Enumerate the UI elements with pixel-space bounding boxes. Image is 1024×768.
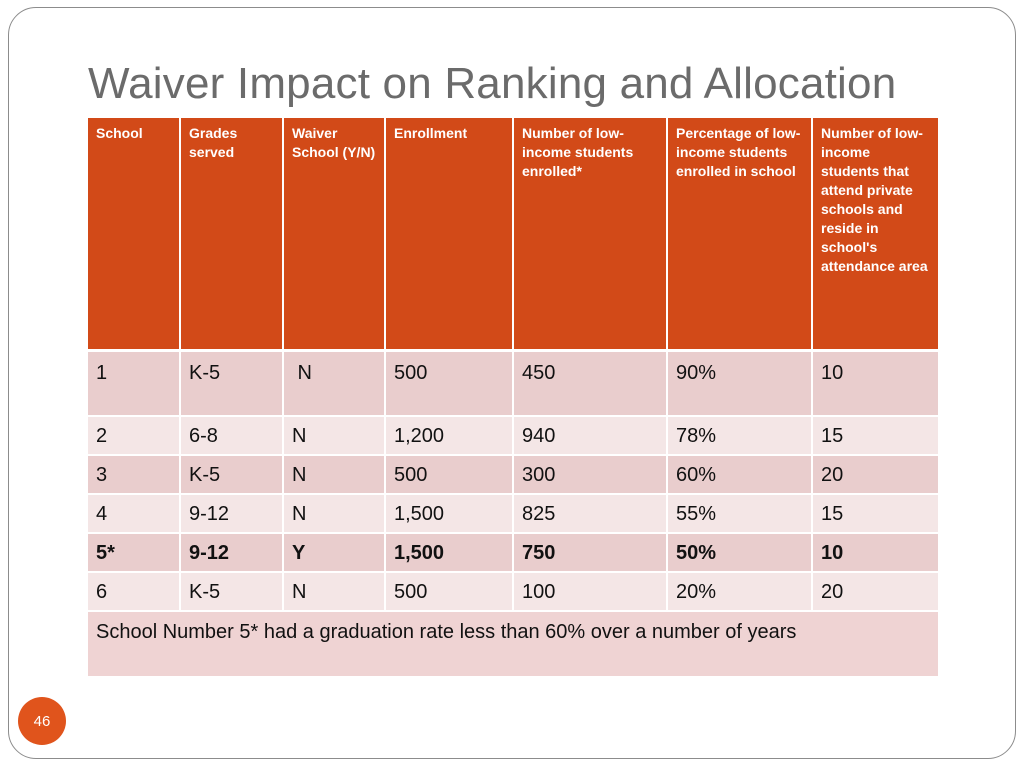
footnote-text: School Number 5* had a graduation rate less than 60% over a number of years [87, 611, 939, 677]
header-low-income-enrolled: Number of low-income students enrolled* [513, 118, 667, 350]
cell-waiver: N [283, 572, 385, 611]
table-row [87, 494, 939, 533]
cell-waiver: N [283, 416, 385, 455]
header-row [87, 118, 939, 350]
cell-school: 2 [87, 416, 180, 455]
cell-low-income-percent: 20% [667, 572, 812, 611]
cell-school: 6 [87, 572, 180, 611]
cell-grades: 9-12 [180, 494, 283, 533]
cell-low-income-count: 940 [513, 416, 667, 455]
cell-grades: 9-12 [180, 533, 283, 572]
cell-enrollment: 1,500 [385, 533, 513, 572]
cell-enrollment: 1,200 [385, 416, 513, 455]
cell-school: 4 [87, 494, 180, 533]
cell-waiver: Y [283, 533, 385, 572]
cell-private-count: 15 [812, 494, 939, 533]
table-row [87, 416, 939, 455]
slide-number-badge [18, 697, 66, 745]
cell-low-income-count: 450 [513, 350, 667, 416]
cell-private-count: 20 [812, 572, 939, 611]
cell-private-count: 10 [812, 533, 939, 572]
cell-private-count: 10 [812, 350, 939, 416]
cell-school: 1 [87, 350, 180, 416]
cell-grades: K-5 [180, 572, 283, 611]
cell-grades: K-5 [180, 455, 283, 494]
slide-title: Waiver Impact on Ranking and Allocation [88, 59, 897, 108]
footnote-row [87, 611, 939, 677]
header-grades-served: Grades served [180, 118, 283, 350]
cell-private-count: 20 [812, 455, 939, 494]
cell-low-income-count: 750 [513, 533, 667, 572]
slide-number: 46 [33, 712, 51, 730]
cell-grades: K-5 [180, 350, 283, 416]
cell-private-count: 15 [812, 416, 939, 455]
data-table [86, 118, 940, 678]
header-private-school-low-income: Number of low-income students that attend private schools and reside in school's attendance area [812, 118, 939, 350]
header-waiver-school: Waiver School (Y/N) [283, 118, 385, 350]
table-row [87, 350, 939, 416]
cell-enrollment: 500 [385, 572, 513, 611]
cell-low-income-count: 825 [513, 494, 667, 533]
table-row-highlighted [87, 533, 939, 572]
cell-grades: 6-8 [180, 416, 283, 455]
cell-low-income-percent: 60% [667, 455, 812, 494]
cell-low-income-percent: 50% [667, 533, 812, 572]
table-row [87, 455, 939, 494]
header-enrollment: Enrollment [385, 118, 513, 350]
cell-school: 5* [87, 533, 180, 572]
cell-low-income-count: 300 [513, 455, 667, 494]
cell-waiver: N [283, 455, 385, 494]
cell-enrollment: 1,500 [385, 494, 513, 533]
cell-waiver: N [283, 350, 385, 416]
cell-low-income-percent: 55% [667, 494, 812, 533]
header-school: School [87, 118, 180, 350]
cell-enrollment: 500 [385, 455, 513, 494]
cell-low-income-percent: 78% [667, 416, 812, 455]
cell-enrollment: 500 [385, 350, 513, 416]
table-row [87, 572, 939, 611]
cell-waiver: N [283, 494, 385, 533]
header-low-income-percentage: Percentage of low-income students enrolled in school [667, 118, 812, 350]
cell-low-income-count: 100 [513, 572, 667, 611]
cell-low-income-percent: 90% [667, 350, 812, 416]
cell-school: 3 [87, 455, 180, 494]
